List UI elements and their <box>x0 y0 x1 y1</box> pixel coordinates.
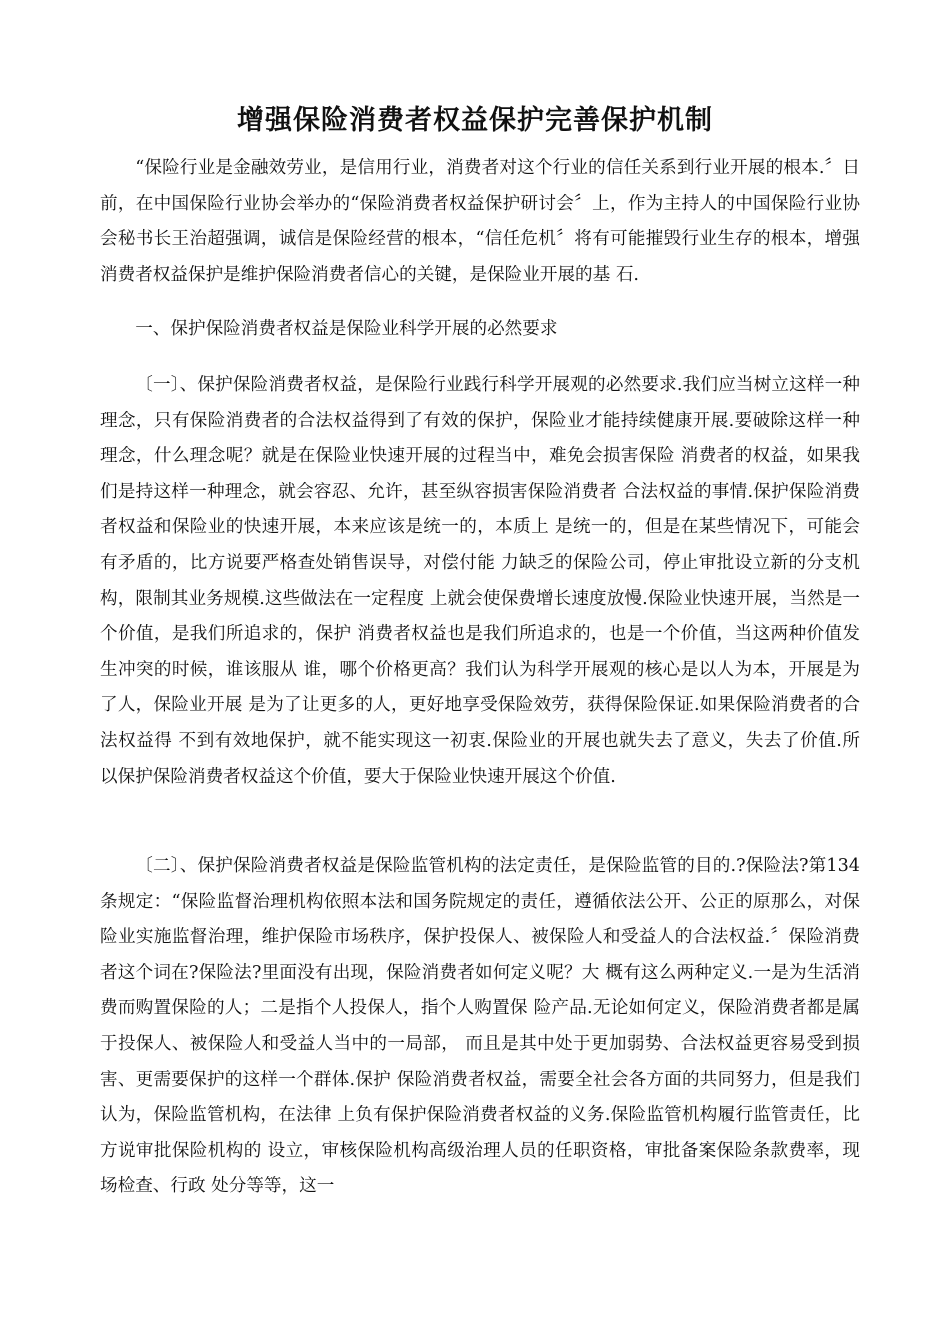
section-heading: 一、保护保险消费者权益是保险业科学开展的必然要求 <box>135 319 558 339</box>
section-1-paragraph: 〔一〕、保护保险消费者权益，是保险行业践行科学开展观的必然要求.我们应当树立这样一种理念，只有保险消费者的合法权益得到了有效的保护，保险业才能持续健康开展.要破除这样一种理念，什么理念呢？就是在保险业快速开展的过程当中，难免会损害保险 消费者的权益，如果我们是持这样一种理念，就会容忍、允许，甚至纵容损害保险消费者 合法权益的事情.保护保险消费者权益和保险业的快速开展，本来应该是统一的，本质上 是统一的，但是在某些情况下，可能会有矛盾的，比方说要严格查处销售误导，对偿付能 力缺乏的保险公司，停止审批设立新的分支机构，限制其业务规模.这些做法在一定程度 上就会使保费增长速度放慢.保险业快速开展，当然是一个价值，是我们所追求的，保护 消费者权益也是我们所追求的，也是一个价值，当这两种价值发生冲突的时候，谁该服从 谁，哪个价格更高？我们认为科学开展观的核心是以人为本，开展是为了人，保险业开展 是为了让更多的人，更好地享受保险效劳，获得保险保证.如果保险消费者的合法权益得 不到有效地保护，就不能实现这一初衷.保险业的开展也就失去了意义，失去了价值.所 以保护保险消费者权益这个价值，要大于保险业快速开展这个价值. <box>100 375 860 787</box>
section-2-paragraph: 〔二〕、保护保险消费者权益是保险监管机构的法定责任，是保险监管的目的.?保险法?第134条规定：“保险监督治理机构依照本法和国务院规定的责任，遵循依法公开、公正的原那么，对保险业实施监督治理，维护保险市场秩序，保护投保人、被保险人和受益人的合法权益.〞保险消费者这个词在?保险法?里面没有出现，保险消费者如何定义呢？大 概有这么两种定义.一是为生活消费而购置保险的人；二是指个人投保人，指个人购置保 险产品.无论如何定义，保险消费者都是属于投保人、被保险人和受益人当中的一局部， 而且是其中处于更加弱势、合法权益更容易受到损害、更需要保护的这样一个群体.保护 保险消费者权益，需要全社会各方面的共同努力，但是我们认为，保险监管机构，在法律 上负有保护保险消费者权益的义务.保险监管机构履行监管责任，比方说审批保险机构的 设立，审核保险机构高级治理人员的任职资格，审批备案保险条款费率，现场检查、行政 处分等等，这一 <box>100 856 860 1197</box>
document-title: 增强保险消费者权益保护完善保护机制 <box>237 105 713 136</box>
intro-paragraph: “保险行业是金融效劳业，是信用行业，消费者对这个行业的信任关系到行业开展的根本.〞日前，在中国保险行业协会举办的“保险消费者权益保护研讨会〞上，作为主持人的中国保险行业协会秘书长王治超强调，诚信是保险经营的根本，“信任危机〞将有可能摧毁行业生存的根本，增强消费者权益保护是维护保险消费者信心的关键，是保险业开展的基 石. <box>100 158 860 285</box>
